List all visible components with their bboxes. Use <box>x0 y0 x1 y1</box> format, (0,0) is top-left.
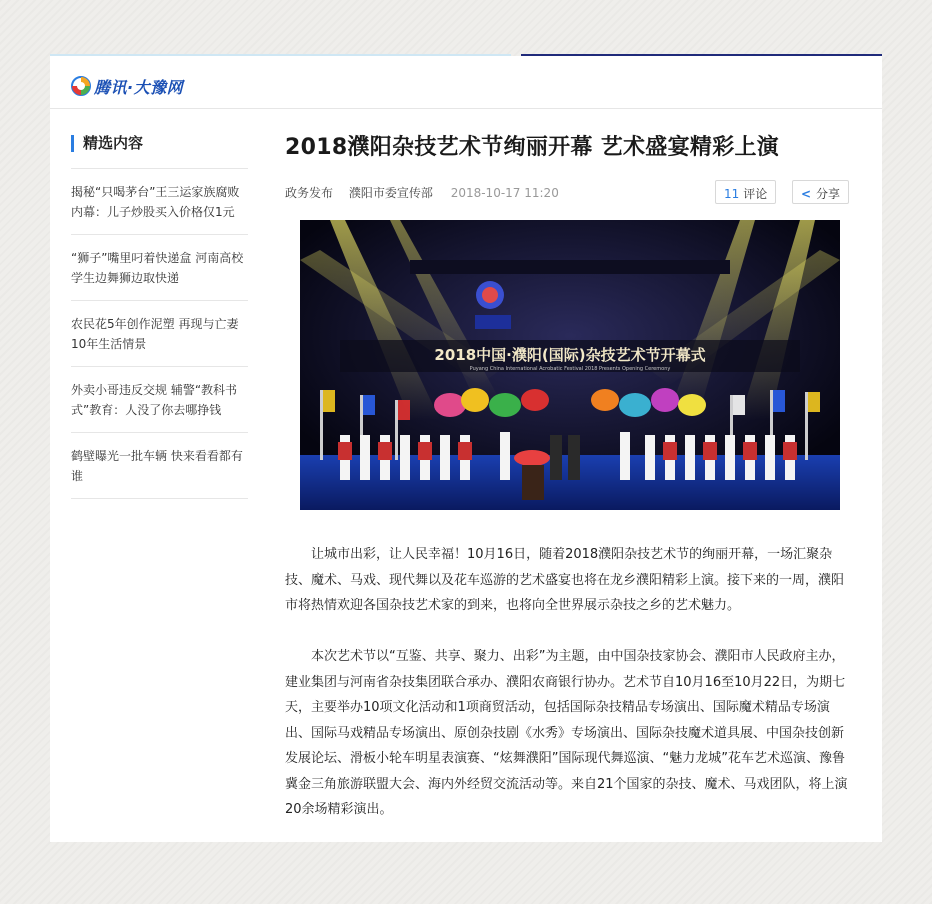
sidebar-item[interactable]: 揭秘“只喝茅台”王三运家族腐败内幕：儿子炒股买入价格仅1元 <box>71 169 248 235</box>
article-title: 2018濮阳杂技艺术节绚丽开幕 艺术盛宴精彩上演 <box>285 135 780 160</box>
photo-banner-subtitle: Puyang China International Acrobatic Festival 2018 Presents Opening Ceremony <box>469 366 671 372</box>
share-button[interactable] <box>792 180 849 204</box>
sidebar-item[interactable]: 农民花5年创作泥塑 再现与亡妻10年生活情景 <box>71 301 248 367</box>
photo-banner-text: 2018中国·濮阳(国际)杂技艺术节开幕式 <box>434 346 706 364</box>
article-card <box>50 56 882 842</box>
article-photo <box>300 220 840 510</box>
stage-photo-illustration <box>300 220 840 510</box>
sidebar-list <box>71 168 248 499</box>
article-meta <box>285 180 855 206</box>
article-source[interactable]: 濮阳市委宣传部 <box>348 186 433 200</box>
site-logo[interactable] <box>71 75 183 97</box>
sidebar-item[interactable]: 鹤壁曝光一批车辆 快来看看都有谁 <box>71 433 248 499</box>
share-icon: < <box>801 187 812 201</box>
article-paragraph: 本次艺术节以“互鉴、共享、聚力、出彩”为主题，由中国杂技家协会、濮阳市人民政府主办，建业集团与河南省杂技集团联合承办、濮阳农商银行协办。艺术节自10月16至10月22日，为期七天，主要举办10项文化活动和1项商贸活动，包括国际杂技精品专场演出、国际魔术精品专场演出、国际马戏精品专场演出、原创杂技剧《水秀》专场演出、国际杂技魔术道具展、中国杂技创新发展论坛、滑板小轮车明星表演赛、“炫舞濮阳”国际现代舞巡演、“魅力龙城”花车艺术巡演、豫鲁冀金三角旅游联盟大会、海内外经贸交流活动等。来自21个国家的杂技、魔术、马戏团队，将上演20余场精彩演出。 <box>285 649 848 817</box>
logo-text: 腾讯·大豫网 <box>94 77 184 97</box>
site-header <box>50 56 882 109</box>
comment-button[interactable] <box>715 180 776 204</box>
sidebar <box>71 132 248 499</box>
share-label: 分享 <box>816 187 841 201</box>
article-paragraph: 让城市出彩，让人民幸福！10月16日，随着2018濮阳杂技艺术节的绚丽开幕，一场汇聚杂技、魔术、马戏、现代舞以及花车巡游的艺术盛宴也将在龙乡濮阳精彩上演。接下来的一周，濮阳市将热情欢迎各国杂技艺术家的到来，也将向全世界展示杂技之乡的艺术魅力。 <box>285 547 845 613</box>
sidebar-item[interactable]: 外卖小哥违反交规 辅警“教科书式”教育：人没了你去哪挣钱 <box>71 367 248 433</box>
tencent-logo-icon <box>71 76 91 96</box>
sidebar-title: 精选内容 <box>71 132 248 154</box>
comment-count: 11 <box>724 187 740 201</box>
article-category[interactable]: 政务发布 <box>285 186 334 200</box>
article-main <box>285 132 855 817</box>
comment-label: 评论 <box>743 187 768 201</box>
article-time: 2018-10-17 11:20 <box>450 186 559 200</box>
sidebar-item[interactable]: “狮子”嘴里叼着快递盒 河南高校学生边舞狮边取快递 <box>71 235 248 301</box>
